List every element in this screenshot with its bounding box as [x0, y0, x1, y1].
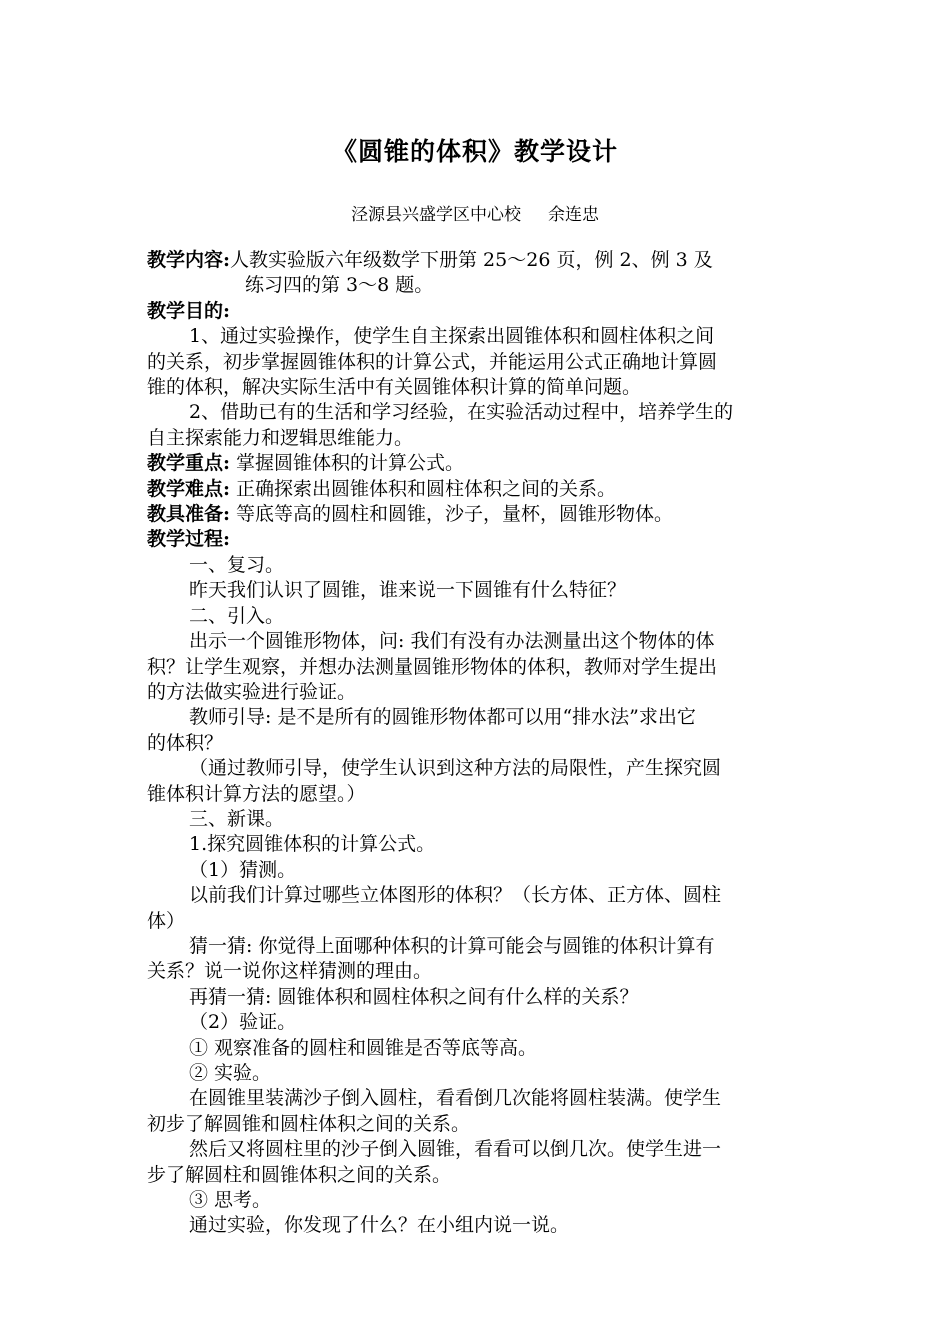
content-line: ① 观察准备的圆柱和圆锥是否等底等高。 [189, 1036, 538, 1059]
content-line: （2）验证。 [189, 1011, 297, 1034]
content-line: 在圆锥里装满沙子倒入圆柱，看看倒几次能将圆柱装满。使学生 [189, 1087, 722, 1110]
content-line: 三、新课。 [189, 807, 285, 830]
content-line: 1、通过实验操作，使学生自主探索出圆锥体积和圆柱体积之间 [189, 325, 715, 348]
content-line: （通过教师引导，使学生认识到这种方法的局限性，产生探究圆 [189, 757, 722, 780]
content-line: 猜一猜: 你觉得上面哪种体积的计算可能会与圆锥的体积计算有 [189, 934, 715, 957]
content-line: 以前我们计算过哪些立体图形的体积？（长方体、正方体、圆柱 [189, 884, 722, 907]
content-line: 的关系，初步掌握圆锥体积的计算公式，并能运用公式正确地计算圆 [147, 350, 718, 373]
content-line [147, 527, 807, 552]
content-line: 再猜一猜: 圆锥体积和圆柱体积之间有什么样的关系？ [189, 985, 639, 1008]
section-label: 教学过程: [147, 528, 231, 551]
section-label: 教学内容: [147, 249, 231, 271]
content-line: 步了解圆柱和圆锥体积之间的关系。 [147, 1163, 452, 1186]
content-line: 自主探索能力和逻辑思维能力。 [147, 426, 414, 449]
content-line: 体） [147, 909, 186, 932]
content-line [147, 451, 807, 476]
line-text: 掌握圆锥体积的计算公式。 [230, 452, 465, 475]
section-label: 教学重点: [147, 452, 231, 475]
content-line: 关系？说一说你这样猜测的理由。 [147, 960, 433, 983]
line-text: 人教实验版六年级数学下册第 25～26 页，例 2、例 3 及 [230, 249, 713, 271]
section-label: 教学目的: [147, 299, 231, 322]
content-line: （1）猜测。 [189, 858, 297, 881]
content-line: 练习四的第 3～8 题。 [245, 274, 434, 297]
content-line: 1.探究圆锥体积的计算公式。 [189, 833, 436, 856]
content-line: 然后又将圆柱里的沙子倒入圆锥，看看可以倒几次。使学生进一 [189, 1138, 722, 1161]
content-line [147, 248, 807, 273]
content-line: 锥的体积，解决实际生活中有关圆锥体积计算的简单问题。 [147, 376, 642, 399]
content-line: 一、复习。 [189, 553, 285, 576]
content-line [147, 299, 807, 324]
section-label: 教具准备: [147, 503, 231, 526]
content-line: 的体积？ [147, 731, 224, 754]
content-line: 初步了解圆锥和圆柱体积之间的关系。 [147, 1112, 471, 1135]
line-text: 等底等高的圆柱和圆锥，沙子，量杯，圆锥形物体。 [230, 503, 674, 526]
content-line [147, 477, 807, 502]
author-line: 泾源县兴盛学区中心校 余连忠 [350, 205, 600, 225]
content-line: 通过实验，你发现了什么？在小组内说一说。 [189, 1214, 570, 1237]
content-line: 锥体积计算方法的愿望。） [147, 782, 366, 805]
content-line: ② 实验。 [189, 1062, 272, 1084]
content-line: ③ 思考。 [189, 1189, 272, 1212]
line-text: 正确探索出圆锥体积和圆柱体积之间的关系。 [230, 477, 617, 500]
content-line: 昨天我们认识了圆锥，谁来说一下圆锥有什么特征？ [189, 579, 627, 602]
content-line: 二、引入。 [189, 604, 285, 627]
document-body [147, 248, 807, 1239]
section-label: 教学难点: [147, 477, 231, 500]
content-line: 的方法做实验进行验证。 [147, 680, 357, 703]
document-title: 《圆锥的体积》教学设计 [331, 137, 618, 166]
content-line: 出示一个圆锥形物体，问: 我们有没有办法测量出这个物体的体 [189, 630, 715, 653]
content-line [147, 502, 807, 527]
content-line: 教师引导: 是不是所有的圆锥形物体都可以用“排水法”求出它 [189, 706, 696, 729]
content-line: 积？让学生观察，并想办法测量圆锥形物体的体积，教师对学生提出 [147, 655, 718, 678]
content-line: 2、借助已有的生活和学习经验，在实验活动过程中，培养学生的 [189, 401, 734, 424]
